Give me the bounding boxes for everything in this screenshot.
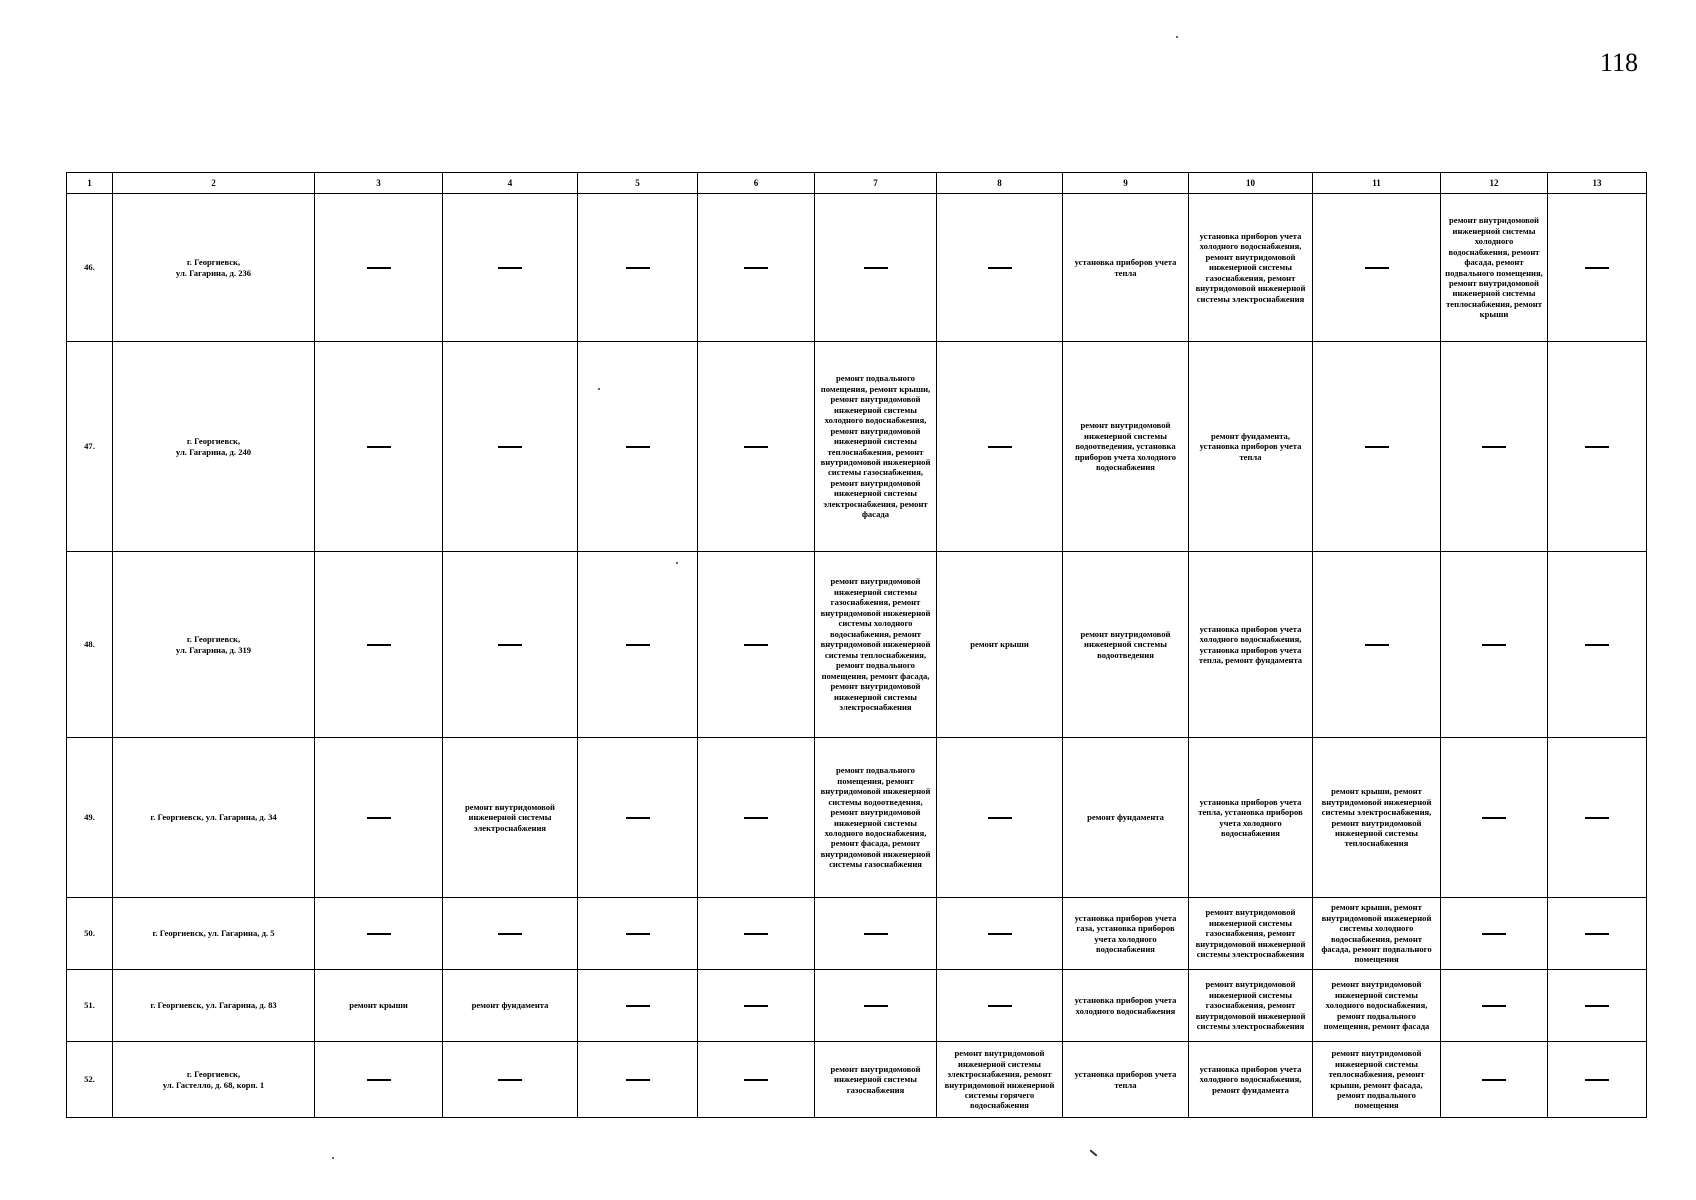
scan-speck bbox=[598, 388, 600, 390]
column-number-header: 1 bbox=[67, 173, 113, 194]
work-cell: установка приборов учета газа, установка приборов учета холодного водоснабжения bbox=[1063, 898, 1189, 970]
row-number: 52. bbox=[67, 1042, 113, 1118]
address-line: г. Георгиевск, bbox=[186, 634, 241, 645]
column-number-header: 6 bbox=[698, 173, 815, 194]
dash-mark bbox=[498, 267, 522, 269]
column-number-header: 12 bbox=[1441, 173, 1548, 194]
dash-mark bbox=[498, 1079, 522, 1081]
dash-mark bbox=[1585, 933, 1609, 935]
address-cell bbox=[113, 738, 315, 898]
scan-speck bbox=[676, 562, 678, 564]
empty-cell bbox=[698, 342, 815, 552]
empty-cell bbox=[1441, 738, 1548, 898]
dash-mark bbox=[498, 933, 522, 935]
empty-cell bbox=[815, 194, 937, 342]
empty-cell bbox=[578, 1042, 698, 1118]
column-number-header: 4 bbox=[443, 173, 578, 194]
address-cell bbox=[113, 1042, 315, 1118]
dash-mark bbox=[367, 267, 391, 269]
dash-mark bbox=[1585, 644, 1609, 646]
address-line: г. Георгиевск, ул. Гагарина, д. 5 bbox=[152, 928, 275, 939]
empty-cell bbox=[1313, 342, 1441, 552]
empty-cell bbox=[698, 194, 815, 342]
empty-cell bbox=[698, 1042, 815, 1118]
table-row bbox=[67, 898, 1647, 970]
empty-cell bbox=[937, 738, 1063, 898]
empty-cell bbox=[443, 552, 578, 738]
dash-mark bbox=[744, 644, 768, 646]
column-number-header: 3 bbox=[315, 173, 443, 194]
dash-mark bbox=[744, 1079, 768, 1081]
address-cell bbox=[113, 194, 315, 342]
work-cell: ремонт внутридомовой инженерной системы холодного водоснабжения, ремонт подвального помещения, ремонт фасада bbox=[1313, 970, 1441, 1042]
empty-cell bbox=[937, 342, 1063, 552]
dash-mark bbox=[1482, 644, 1506, 646]
empty-cell bbox=[1441, 898, 1548, 970]
empty-cell bbox=[443, 898, 578, 970]
row-number: 51. bbox=[67, 970, 113, 1042]
empty-cell bbox=[815, 898, 937, 970]
work-cell: установка приборов учета холодного водоснабжения, ремонт фундамента bbox=[1189, 1042, 1313, 1118]
dash-mark bbox=[626, 1079, 650, 1081]
dash-mark bbox=[1585, 1079, 1609, 1081]
work-cell: ремонт крыши bbox=[937, 552, 1063, 738]
dash-mark bbox=[1482, 817, 1506, 819]
dash-mark bbox=[367, 644, 391, 646]
page-number: 118 bbox=[1600, 48, 1639, 77]
work-cell: ремонт внутридомовой инженерной системы водоотведения, установка приборов учета холодного водоснабжения bbox=[1063, 342, 1189, 552]
column-number-header: 7 bbox=[815, 173, 937, 194]
dash-mark bbox=[1585, 446, 1609, 448]
empty-cell bbox=[937, 898, 1063, 970]
dash-mark bbox=[1365, 644, 1389, 646]
work-cell: установка приборов учета тепла, установка приборов учета холодного водоснабжения bbox=[1189, 738, 1313, 898]
dash-mark bbox=[1482, 1005, 1506, 1007]
work-cell: ремонт крыши bbox=[315, 970, 443, 1042]
work-cell: ремонт внутридомовой инженерной системы холодного водоснабжения, ремонт фасада, ремонт подвального помещения, ремонт внутридомовой инженерной системы теплоснабжения, ремонт крыши bbox=[1441, 194, 1548, 342]
work-cell: ремонт внутридомовой инженерной системы электроснабжения, ремонт внутридомовой инженерной системы горячего водоснабжения bbox=[937, 1042, 1063, 1118]
work-cell: ремонт внутридомовой инженерной системы электроснабжения bbox=[443, 738, 578, 898]
row-number: 48. bbox=[67, 552, 113, 738]
dash-mark bbox=[1482, 446, 1506, 448]
work-cell: ремонт внутридомовой инженерной системы водоотведения bbox=[1063, 552, 1189, 738]
table-row bbox=[67, 970, 1647, 1042]
empty-cell bbox=[698, 898, 815, 970]
empty-cell bbox=[315, 738, 443, 898]
work-cell: ремонт фундамента, установка приборов учета тепла bbox=[1189, 342, 1313, 552]
empty-cell bbox=[578, 970, 698, 1042]
empty-cell bbox=[937, 194, 1063, 342]
row-number: 47. bbox=[67, 342, 113, 552]
empty-cell bbox=[1548, 1042, 1647, 1118]
dash-mark bbox=[1482, 1079, 1506, 1081]
dash-mark bbox=[367, 1079, 391, 1081]
column-number-header: 10 bbox=[1189, 173, 1313, 194]
table-row bbox=[67, 194, 1647, 342]
dash-mark bbox=[626, 1005, 650, 1007]
dash-mark bbox=[1482, 933, 1506, 935]
empty-cell bbox=[1441, 970, 1548, 1042]
address-cell bbox=[113, 552, 315, 738]
dash-mark bbox=[1365, 446, 1389, 448]
table-row bbox=[67, 552, 1647, 738]
address-cell bbox=[113, 898, 315, 970]
dash-mark bbox=[744, 817, 768, 819]
empty-cell bbox=[698, 552, 815, 738]
address-line: ул. Гастелло, д. 68, корп. 1 bbox=[162, 1079, 265, 1090]
dash-mark bbox=[988, 267, 1012, 269]
empty-cell bbox=[315, 194, 443, 342]
work-cell: ремонт внутридомовой инженерной системы газоснабжения, ремонт внутридомовой инженерной системы электроснабжения bbox=[1189, 898, 1313, 970]
column-number-row bbox=[67, 173, 1647, 194]
empty-cell bbox=[578, 194, 698, 342]
empty-cell bbox=[1548, 738, 1647, 898]
empty-cell bbox=[315, 552, 443, 738]
table-row bbox=[67, 342, 1647, 552]
empty-cell bbox=[443, 194, 578, 342]
address-line: г. Георгиевск, bbox=[186, 436, 241, 447]
empty-cell bbox=[578, 738, 698, 898]
empty-cell bbox=[315, 898, 443, 970]
empty-cell bbox=[443, 1042, 578, 1118]
work-cell: установка приборов учета холодного водоснабжения, ремонт внутридомовой инженерной системы газоснабжения, ремонт внутридомовой инженерной системы электроснабжения bbox=[1189, 194, 1313, 342]
empty-cell bbox=[815, 970, 937, 1042]
empty-cell bbox=[1548, 970, 1647, 1042]
dash-mark bbox=[626, 644, 650, 646]
work-cell: ремонт внутридомовой инженерной системы газоснабжения bbox=[815, 1042, 937, 1118]
empty-cell bbox=[1548, 898, 1647, 970]
work-cell: ремонт внутридомовой инженерной системы газоснабжения, ремонт внутридомовой инженерной системы холодного водоснабжения, ремонт внутридомовой инженерной системы теплоснабжения, ремонт подвального помещения, ремонт фасада, ремонт внутридомовой инженерной системы электроснабжения bbox=[815, 552, 937, 738]
empty-cell bbox=[1313, 552, 1441, 738]
empty-cell bbox=[1441, 552, 1548, 738]
empty-cell bbox=[698, 738, 815, 898]
empty-cell bbox=[1313, 194, 1441, 342]
dash-mark bbox=[744, 446, 768, 448]
work-cell: установка приборов учета тепла bbox=[1063, 1042, 1189, 1118]
dash-mark bbox=[1585, 267, 1609, 269]
empty-cell bbox=[1441, 1042, 1548, 1118]
dash-mark bbox=[864, 933, 888, 935]
dash-mark bbox=[626, 817, 650, 819]
address-line: г. Георгиевск, bbox=[186, 257, 241, 268]
address-cell bbox=[113, 970, 315, 1042]
table-row bbox=[67, 738, 1647, 898]
empty-cell bbox=[1441, 342, 1548, 552]
dash-mark bbox=[744, 267, 768, 269]
empty-cell bbox=[578, 898, 698, 970]
dash-mark bbox=[1585, 817, 1609, 819]
scan-speck bbox=[1176, 36, 1178, 38]
work-cell: установка приборов учета холодного водоснабжения, установка приборов учета тепла, ремонт фундамента bbox=[1189, 552, 1313, 738]
work-cell: установка приборов учета тепла bbox=[1063, 194, 1189, 342]
column-number-header: 8 bbox=[937, 173, 1063, 194]
scan-speck bbox=[1089, 1149, 1097, 1156]
column-number-header: 11 bbox=[1313, 173, 1441, 194]
empty-cell bbox=[1548, 342, 1647, 552]
work-cell: ремонт внутридомовой инженерной системы газоснабжения, ремонт внутридомовой инженерной системы электроснабжения bbox=[1189, 970, 1313, 1042]
dash-mark bbox=[367, 446, 391, 448]
address-line: ул. Гагарина, д. 236 bbox=[175, 267, 252, 278]
dash-mark bbox=[988, 933, 1012, 935]
dash-mark bbox=[367, 933, 391, 935]
address-line: ул. Гагарина, д. 319 bbox=[175, 644, 252, 655]
empty-cell bbox=[315, 1042, 443, 1118]
dash-mark bbox=[864, 1005, 888, 1007]
work-cell: ремонт фундамента bbox=[1063, 738, 1189, 898]
work-cell: ремонт фундамента bbox=[443, 970, 578, 1042]
address-line: г. Георгиевск, bbox=[186, 1069, 241, 1080]
column-number-header: 13 bbox=[1548, 173, 1647, 194]
dash-mark bbox=[498, 644, 522, 646]
empty-cell bbox=[937, 970, 1063, 1042]
row-number: 49. bbox=[67, 738, 113, 898]
repair-schedule-table bbox=[66, 172, 1647, 1118]
empty-cell bbox=[443, 342, 578, 552]
address-line: ул. Гагарина, д. 240 bbox=[175, 446, 252, 457]
dash-mark bbox=[988, 817, 1012, 819]
address-cell bbox=[113, 342, 315, 552]
dash-mark bbox=[626, 267, 650, 269]
work-cell: ремонт крыши, ремонт внутридомовой инженерной системы холодного водоснабжения, ремонт фасада, ремонт подвального помещения bbox=[1313, 898, 1441, 970]
dash-mark bbox=[744, 933, 768, 935]
column-number-header: 9 bbox=[1063, 173, 1189, 194]
dash-mark bbox=[626, 446, 650, 448]
empty-cell bbox=[698, 970, 815, 1042]
column-number-header: 5 bbox=[578, 173, 698, 194]
row-number: 50. bbox=[67, 898, 113, 970]
dash-mark bbox=[1365, 267, 1389, 269]
dash-mark bbox=[367, 817, 391, 819]
empty-cell bbox=[578, 552, 698, 738]
dash-mark bbox=[864, 267, 888, 269]
empty-cell bbox=[1548, 552, 1647, 738]
dash-mark bbox=[1585, 1005, 1609, 1007]
dash-mark bbox=[988, 446, 1012, 448]
dash-mark bbox=[626, 933, 650, 935]
address-line: г. Георгиевск, ул. Гагарина, д. 34 bbox=[150, 812, 277, 823]
dash-mark bbox=[744, 1005, 768, 1007]
empty-cell bbox=[315, 342, 443, 552]
empty-cell bbox=[578, 342, 698, 552]
work-cell: установка приборов учета холодного водоснабжения bbox=[1063, 970, 1189, 1042]
table-row bbox=[67, 1042, 1647, 1118]
column-number-header: 2 bbox=[113, 173, 315, 194]
empty-cell bbox=[1548, 194, 1647, 342]
address-line: г. Георгиевск, ул. Гагарина, д. 83 bbox=[150, 1000, 277, 1011]
scan-speck bbox=[332, 1157, 334, 1159]
work-cell: ремонт подвального помещения, ремонт крыши, ремонт внутридомовой инженерной системы холодного водоснабжения, ремонт внутридомовой инженерной системы теплоснабжения, ремонт внутридомовой инженерной системы газоснабжения, ремонт внутридомовой инженерной системы электроснабжения, ремонт фасада bbox=[815, 342, 937, 552]
work-cell: ремонт крыши, ремонт внутридомовой инженерной системы электроснабжения, ремонт внутридомовой инженерной системы теплоснабжения bbox=[1313, 738, 1441, 898]
dash-mark bbox=[988, 1005, 1012, 1007]
row-number: 46. bbox=[67, 194, 113, 342]
dash-mark bbox=[498, 446, 522, 448]
work-cell: ремонт внутридомовой инженерной системы теплоснабжения, ремонт крыши, ремонт фасада, ремонт подвального помещения bbox=[1313, 1042, 1441, 1118]
work-cell: ремонт подвального помещения, ремонт внутридомовой инженерной системы водоотведения, ремонт внутридомовой инженерной системы холодного водоснабжения, ремонт фасада, ремонт внутридомовой инженерной системы газоснабжения bbox=[815, 738, 937, 898]
